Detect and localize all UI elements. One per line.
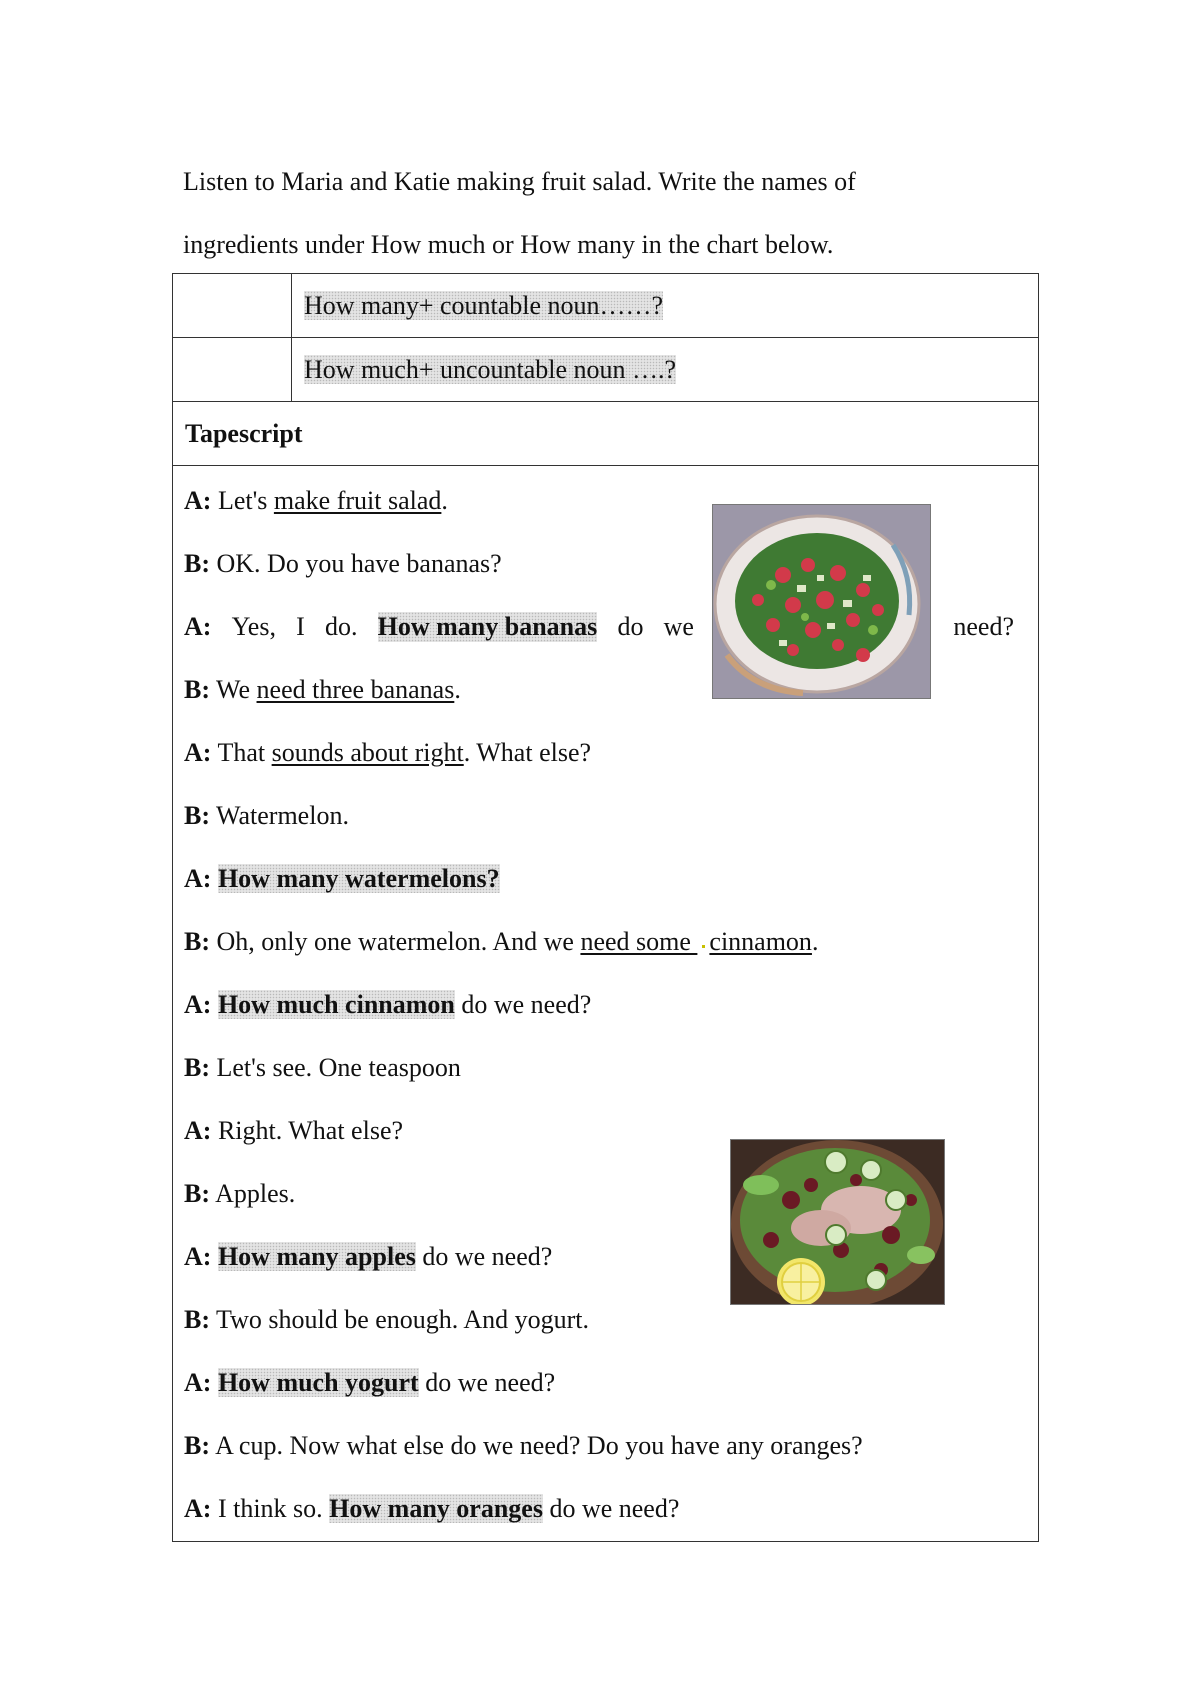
yellow-mark (702, 945, 705, 948)
speaker-label: B: (184, 1305, 210, 1334)
answer-cell-how-much[interactable] (173, 338, 292, 402)
speaker-label: A: (184, 864, 212, 893)
speaker-label: A: (184, 1368, 212, 1397)
highlighted-question: How many apples (217, 1242, 416, 1271)
chart-table (172, 273, 1039, 1542)
highlighted-question: How many watermelons? (217, 864, 500, 893)
dialogue-line: B: Watermelon. (184, 801, 349, 830)
dialogue-line: B: Oh, only one watermelon. And we need some cinnamon. (184, 927, 819, 956)
highlighted-question: How many bananas (377, 612, 598, 641)
underlined-phrase: sounds about right (271, 738, 464, 767)
instructions-line-2: ingredients under How much or How many in the chart below. (183, 230, 834, 259)
tapescript-heading: Tapescript (173, 402, 1039, 466)
speaker-label: A: (184, 738, 212, 767)
dialogue-line: A: I think so. How many oranges do we need? (184, 1494, 680, 1523)
highlighted-question: How much cinnamon (217, 990, 455, 1019)
dialogue-line: A: Right. What else? (184, 1116, 404, 1145)
dialogue-line: A: How much cinnamon do we need? (184, 990, 592, 1019)
speaker-label: B: (184, 549, 210, 578)
tapescript (173, 466, 1039, 1541)
speaker-label: B: (184, 1053, 210, 1082)
dialogue-line: A: Yes, I do. How many bananas do we need? (184, 612, 1014, 641)
tapescript-row (173, 466, 1039, 1542)
speaker-label: A: (184, 990, 212, 1019)
speaker-label: A: (184, 486, 212, 515)
dialogue-line: B: We need three bananas. (184, 675, 461, 704)
speaker-label: A: (184, 1242, 212, 1271)
speaker-label: B: (184, 1431, 210, 1460)
speaker-label: A: (184, 612, 212, 641)
underlined-phrase: make fruit salad (273, 486, 442, 515)
speaker-label: B: (184, 801, 210, 830)
instructions-line-1: Listen to Maria and Katie making fruit salad. Write the names of (183, 167, 856, 196)
dialogue-line: B: Two should be enough. And yogurt. (184, 1305, 590, 1334)
speaker-label: B: (184, 1179, 210, 1208)
mixed-salad-photo (730, 1139, 945, 1305)
chart-row-how-much (173, 338, 1039, 402)
answer-cell-how-many[interactable] (173, 274, 292, 338)
highlighted-question: How much yogurt (217, 1368, 419, 1397)
tapescript-heading-row (173, 402, 1039, 466)
dialogue-line: B: A cup. Now what else do we need? Do you have any oranges? (184, 1431, 863, 1460)
speaker-label: B: (184, 927, 210, 956)
dialogue-line: A: Let's make fruit salad. (184, 486, 448, 515)
instructions (183, 150, 1027, 276)
dialogue-line: B: Apples. (184, 1179, 296, 1208)
speaker-label: B: (184, 675, 210, 704)
speaker-label: A: (184, 1116, 212, 1145)
dialogue-line (184, 864, 500, 894)
dialogue-line: B: Let's see. One teaspoon (184, 1053, 461, 1082)
dialogue-line: A: That sounds about right. What else? (184, 738, 592, 767)
underlined-phrase: need three bananas (256, 675, 455, 704)
how-much-label: How much+ uncountable noun ….? (304, 354, 677, 384)
chart-row-how-many (173, 274, 1039, 338)
speaker-label: A: (184, 1494, 212, 1523)
underlined-phrase: need some cinnamon (580, 927, 812, 956)
fruit-salad-photo (712, 504, 931, 699)
dialogue-line: A: How many apples do we need? (184, 1242, 553, 1271)
highlighted-question: How many oranges (329, 1494, 543, 1523)
how-many-label: How many+ countable noun……? (304, 290, 664, 320)
dialogue-line: A: How much yogurt do we need? (184, 1368, 556, 1397)
dialogue-line: B: OK. Do you have bananas? (184, 549, 502, 578)
